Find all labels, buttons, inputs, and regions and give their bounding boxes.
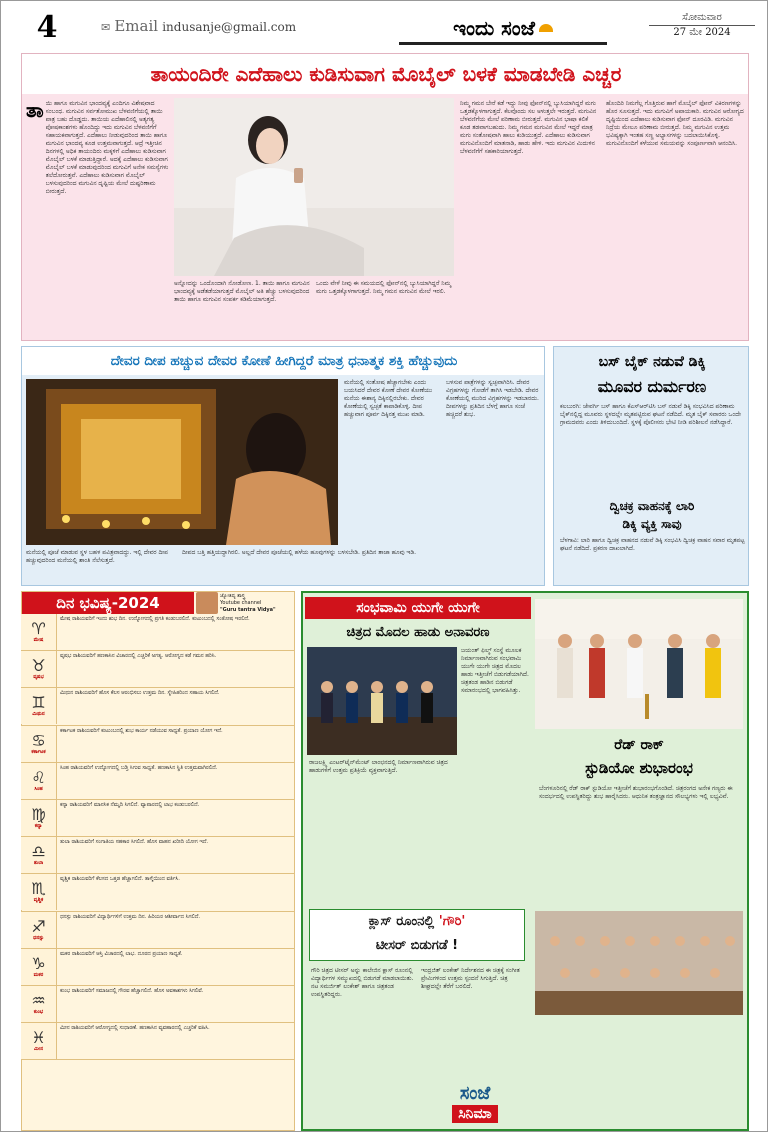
gowri-quote: 'ಗೌರಿ' [438, 914, 466, 929]
horoscope-text: ಮಿಥುನ ರಾಶಿಯವರಿಗೆ ಹೊಸ ಕೆಲಸ ಆರಂಭಿಸಲು ಉತ್ತಮ ದಿನ. ಸ್ನೇಹಿತರಿಂದ ಸಹಾಯ ಸಿಗಲಿದೆ. [60, 690, 220, 697]
studio-headline2: ಸ್ಟುಡಿಯೋ ಶುಭಾರಂಭ [585, 759, 693, 777]
horoscope-row [21, 726, 295, 763]
weekday: ಸೋಮವಾರ [682, 12, 722, 23]
sambhavami-team-photo [307, 647, 457, 755]
horoscope-row [21, 912, 295, 949]
story3-body: ಕಲಬುರಗಿ: ಜೇವರ್ಗಿ ಬಸ್ ಹಾಗೂ ಕೆಎಸ್‌ಆರ್‌ಟಿಸಿ ಬಸ್ ನಡುವೆ ಡಿಕ್ಕಿ ಸಂಭವಿಸಿದ ಪರಿಣಾಮ ಬೈಕ್‌ನಲ್ಲಿದ್ದ ಮೂವರು ಸ್ಥಳದಲ್ಲೇ ಮೃತಪಟ್ಟಿರುವ ಘಟನೆ ನಡೆದಿದೆ. ಮೃತ ಬೈಕ್ ಸವಾರರು ಒಂದೇ ಗ್ರಾಮದವರು ಎಂದು ತಿಳಿದುಬಂದಿದೆ. ಸ್ಥಳಕ್ಕೆ ಪೊಲೀಸರು ಭೇಟಿ ನೀಡಿ ಪರಿಶೀಲನೆ ನಡೆಸಿದ್ದಾರೆ. [560, 403, 741, 426]
cinema-headline1: ಸಂಭವಾಮಿ ಯುಗೇ ಯುಗೇ [305, 597, 531, 619]
story1-col1 [26, 100, 169, 338]
zodiac-icon [21, 837, 57, 873]
zodiac-glyph: ♊ [31, 693, 46, 713]
story3-sub-headline2: ಡಿಕ್ಕಿ ವ್ಯಕ್ತಿ ಸಾವು [622, 516, 682, 531]
zodiac-name: ತುಲಾ [33, 860, 44, 867]
email-label: Email [114, 17, 159, 35]
masthead [1, 1, 768, 51]
zodiac-glyph: ♈ [31, 619, 46, 638]
horoscope-row [21, 874, 295, 911]
horoscope-text: ಮಕರ ರಾಶಿಯವರಿಗೆ ಆಸ್ತಿ ವಿಚಾರದಲ್ಲಿ ಲಾಭ. ದೂರದ ಪ್ರಯಾಣ ಸಾಧ್ಯತೆ. [60, 950, 183, 957]
astrologer-info [220, 593, 294, 614]
date-text: 27 ಮೇ 2024 [649, 25, 755, 40]
story3-sub-headline1: ದ್ವಿಚಕ್ರ ವಾಹನಕ್ಕೆ ಲಾರಿ [609, 498, 695, 513]
zodiac-glyph: ♒ [31, 990, 46, 1010]
horoscope-row [21, 800, 295, 837]
zodiac-name: ಕನ್ಯಾ [34, 822, 43, 829]
gowri-headline [309, 909, 525, 961]
zodiac-glyph: ♍ [31, 804, 46, 824]
story1-col1-text: ಯಿ ಹಾಗೂ ಮಗುವಿನ ಭಾಂದವ್ಯಕ್ಕೆ ಎಂದಿಗೂ ವಿಶೇಷವಾದ ಸಂಬಂಧ. ಮಗುವಿನ ಸರ್ವತೋಮುಖ ಬೆಳವಣಿಗೆಯಲ್ಲಿ ತಾಯಿ ಪಾತ್ರ ಬಹು ದೊಡ್ಡದು. ತಾಯಿಯ ಎದೆಹಾಲಿನಲ್ಲಿ ಅತ್ಯಗತ್ಯ ಪೋಷಕಾಂಶಗಳು ಹೊಂದಿದ್ದು ಇದು ಮಗುವಿನ ಬೆಳವಣಿಗೆಗೆ ಸಹಾಯಕವಾಗುತ್ತದೆ. ಎದೆಹಾಲು ನೀಡುವುದರಿಂದ ತಾಯಿ ಹಾಗೂ ಮಗುವಿನ ಭಾಂದವ್ಯ ಕೂಡ ಉತ್ತಮವಾಗುತ್ತದೆ. ಆದ್ರೆ ಇತ್ತೀಚಿನ ದಿನಗಳಲ್ಲಿ ಅಧಿಕ ತಾಯಂದಿರು ಮಕ್ಕಳಿಗೆ ಎದೆಹಾಲು ಕುಡಿಸುವಾಗ ಮೊಬೈಲ್ ಬಳಕೆ ಮಾಡುತ್ತಿದ್ದಾರೆ. ಅದಕ್ಕೆ ಎದೆಹಾಲು ಕುಡಿಸುವಾಗ ಮೊಬೈಲ್ ಬಳಕೆ ಮಾಡುವುದರಿಂದ ಮಗುವಿಗೆ ಅನೇಕ ಸಮಸ್ಯೆಗಳು ತಲೆದೋರುತ್ತವೆ. ಎದೆಹಾಲು ಕುಡಿಸುವಾಗ ಮೊಬೈಲ್ ಬಳಸುವುದರಿಂದ ಮಗುವಿನ ದೃಷ್ಟಿಯ ಮೇಲೆ ದುಷ್ಪರಿಣಾಮ ಬೀರುತ್ತದೆ. [45, 100, 169, 195]
story1-col3: ನಿಮ್ಮ ಗಮನ ಬೇರೆ ಕಡೆ ಇದ್ದು ನೀವು ಫೋನ್‌ನಲ್ಲಿ ಬ್ಯುಸಿಯಾಗಿದ್ದರೆ ಮಗು ಒತ್ತಡಕ್ಕೊಳಗಾಗುತ್ತದೆ. ಕೆಲವೊಂದು ಸಲ ಅಳುತ್ತಲೇ ಇರುತ್ತದೆ. ಮಗುವಿನ ಬೆಳವಣಿಗೆಯ ಮೇಲೆ ಪರಿಣಾಮ ಬೀರುತ್ತದೆ. ಮಗುವಿನ ಭಾಷಾ ಕಲಿಕೆ ಕೂಡ ತಡವಾಗಬಹುದು. ನಿಮ್ಮ ಗಮನ ಮಗುವಿನ ಮೇಲೆ ಇದ್ದರೆ ಮಾತ್ರ ಮಗು ಸಂತೋಷವಾಗಿ ಹಾಲು ಕುಡಿಯುತ್ತದೆ. ಎದೆಹಾಲು ಕುಡಿಸುವಾಗ ಮಗುವಿನೊಂದಿಗೆ ಮಾತನಾಡಿ, ಹಾಡು ಹೇಳಿ. ಇದು ಮಗುವಿನ ಮಿದುಳಿನ ಬೆಳವಣಿಗೆಗೆ ಸಹಕಾರಿಯಾಗುತ್ತದೆ. [460, 100, 597, 155]
story2-col2: ಬಳಸುವ ಪಾತ್ರೆಗಳನ್ನು ಸ್ವಚ್ಛವಾಗಿರಿಸಿ. ದೇವರ ವಿಗ್ರಹಗಳನ್ನು ಗೋಡೆಗೆ ತಾಗಿಸಿ ಇಡಬೇಡಿ. ದೇವರ ಕೋಣೆಯಲ್ಲಿ ಮುರಿದ ವಿಗ್ರಹಗಳನ್ನು ಇಡಬಾರದು. ದೀಪಗಳನ್ನು ಪ್ರತಿದಿನ ಬೆಳಗ್ಗೆ ಹಾಗೂ ಸಂಜೆ ಹಚ್ಚಿದರೆ ಶುಭ. [446, 379, 539, 418]
logo-sanje: ಸಂಜೆ [459, 1083, 491, 1104]
horoscope-text: ಸಿಂಹ ರಾಶಿಯವರಿಗೆ ಉದ್ಯೋಗದಲ್ಲಿ ಬಡ್ತಿ ಸಿಗುವ ಸಾಧ್ಯತೆ. ಹಣಕಾಸಿನ ಸ್ಥಿತಿ ಉತ್ತಮವಾಗಿರಲಿದೆ. [60, 764, 218, 771]
masthead-logo [399, 13, 607, 45]
gowri-classroom-photo [535, 911, 743, 1015]
lamp-lighting-photo [26, 379, 338, 545]
horoscope-list [21, 614, 295, 1130]
zodiac-icon [21, 651, 57, 687]
zodiac-icon [21, 1023, 57, 1059]
zodiac-name: ಸಿಂಹ [34, 785, 43, 792]
story3-headline2: ಮೂವರ ದುರ್ಮರಣ [597, 377, 707, 396]
horoscope-row [21, 614, 295, 651]
story2-col1: ಮನೆಯಲ್ಲಿ ಸಂತೋಷ ಹೆಚ್ಚಾಗಬೇಕು ಎಂದು ಬಯಸಿದರೆ ದೇವರ ಕೋಣೆ ದೇವರ ಕೋಣೆಯು ಮನೆಯ ಈಶಾನ್ಯ ದಿಕ್ಕಿನಲ್ಲಿರಬೇಕು. ದೇವರ ಕೋಣೆಯಲ್ಲಿ ಸ್ವಚ್ಛತೆ ಕಾಪಾಡಿಕೊಳ್ಳಿ. ದೀಪ ಹಚ್ಚುವಾಗ ಪೂರ್ವ ದಿಕ್ಕಿನತ್ತ ಮುಖ ಮಾಡಿ. [344, 379, 433, 418]
email-row[interactable] [101, 17, 301, 33]
story2-caption-right: ದೀಪದ ಬತ್ತಿ ಹತ್ತಿಯದ್ದಾಗಿರಲಿ. ಅಲ್ಲದೆ ದೇವರ ಪೂಜೆಯಲ್ಲಿ ಹಳೆಯ ಹೂವುಗಳನ್ನು ಬಳಸಬೇಡಿ. ಪ್ರತಿದಿನ ತಾಜಾ ಹೂವು ಇಡಿ. [182, 549, 417, 556]
story2-caption-left: ಮನೆಯಲ್ಲಿ ಪೂಜೆ ಮಾಡುವ ಸ್ಥಳ ಬಹಳ ಪವಿತ್ರವಾದದ್ದು. ಇಲ್ಲಿ ದೇವರ ದೀಪ ಹಚ್ಚುವುದರಿಂದ ಮನೆಯಲ್ಲಿ ಶಾಂತಿ ನೆಲೆಸುತ್ತದೆ. [26, 549, 168, 564]
horoscope-text: ಮೀನ ರಾಶಿಯವರಿಗೆ ಆರೋಗ್ಯದಲ್ಲಿ ಸುಧಾರಣೆ. ಹಣಕಾಸಿನ ವ್ಯವಹಾರದಲ್ಲಿ ಎಚ್ಚರಿಕೆ ವಹಿಸಿ. [60, 1025, 210, 1032]
zodiac-name: ಧನಸ್ಸು [33, 934, 44, 941]
email-icon: ✉ [101, 21, 111, 34]
gowri-body: ಗೌರಿ ಚಿತ್ರದ ಟೀಸರ್ ಅನ್ನು ಕಾಲೇಜಿನ ಕ್ಲಾಸ್ ರೂಂನಲ್ಲಿ ವಿದ್ಯಾರ್ಥಿಗಳ ಸಮ್ಮುಖದಲ್ಲಿ ಬಿಡುಗಡೆ ಮಾಡಲಾಯಿತು. ನಟ ಸಮರ್ಜಿತ್ ಲಂಕೇಶ್ ಹಾಗೂ ಚಿತ್ರತಂಡ ಉಪಸ್ಥಿತರಿದ್ದರು. [311, 967, 414, 998]
zodiac-glyph: ♓ [31, 1028, 46, 1048]
mother-with-phone-photo [174, 98, 454, 276]
horoscope-text: ವೃಷಭ ರಾಶಿಯವರಿಗೆ ಹಣಕಾಸಿನ ವಿಚಾರದಲ್ಲಿ ಎಚ್ಚರಿಕೆ ಅಗತ್ಯ. ಆರೋಗ್ಯದ ಕಡೆ ಗಮನ ಹರಿಸಿ. [60, 653, 217, 660]
cinema-section [301, 591, 749, 1131]
story3-headline1: ಬಸ್ ಬೈಕ್ ನಡುವೆ ಡಿಕ್ಕಿ [598, 354, 706, 370]
horoscope-row [21, 949, 295, 986]
horoscope-text: ಕುಂಭ ರಾಶಿಯವರಿಗೆ ಸಮಾಜದಲ್ಲಿ ಗೌರವ ಹೆಚ್ಚಾಗಲಿದೆ. ಹೊಸ ಅವಕಾಶಗಳು ಸಿಗಲಿವೆ. [60, 987, 204, 994]
pooja-room-story [21, 346, 545, 586]
horoscope-text: ಮೇಷ ರಾಶಿಯವರಿಗೆ ಇಂದು ಶುಭ ದಿನ. ಉದ್ಯೋಗದಲ್ಲಿ ಪ್ರಗತಿ ಕಂಡುಬರಲಿದೆ. ಕುಟುಂಬದಲ್ಲಿ ಸಂತೋಷ ಇರಲಿದೆ. [60, 616, 250, 622]
logo-text: ಇಂದು ಸಂಜೆ [453, 15, 535, 40]
zodiac-glyph: ♑ [31, 953, 46, 973]
masthead-date [649, 11, 755, 41]
gowri-body2: ಇಂದ್ರಜಿತ್ ಲಂಕೇಶ್ ನಿರ್ದೇಶನದ ಈ ಚಿತ್ರಕ್ಕೆ ಸಂಗೀತ ಪ್ರೇಮಿಗಳಿಂದ ಉತ್ತಮ ಸ್ಪಂದನೆ ಸಿಗುತ್ತಿದೆ. ಚಿತ್ರ ಶೀಘ್ರದಲ್ಲೇ ತೆರೆಗೆ ಬರಲಿದೆ. [421, 967, 520, 990]
zodiac-icon [21, 688, 57, 724]
zodiac-name: ಮಕರ [33, 971, 44, 978]
zodiac-icon [21, 912, 57, 948]
zodiac-icon [21, 874, 57, 910]
horoscope-row [21, 763, 295, 800]
zodiac-name: ಕುಂಭ [33, 1008, 44, 1015]
zodiac-name: ವೃಷಭ [33, 674, 44, 681]
horoscope-row [21, 688, 295, 725]
page-number: 4 [36, 11, 58, 43]
studio-body: ಬೆಂಗಳೂರಿನಲ್ಲಿ ರೆಡ್ ರಾಕ್ ಸ್ಟುಡಿಯೋ ಇತ್ತೀಚೆಗೆ ಶುಭಾರಂಭಗೊಂಡಿದೆ. ಚಿತ್ರರಂಗದ ಅನೇಕ ಗಣ್ಯರು ಈ ಸಂದರ್ಭದಲ್ಲಿ ಉಪಸ್ಥಿತರಿದ್ದು ಶುಭ ಹಾರೈಸಿದರು. ಆಧುನಿಕ ತಂತ್ರಜ್ಞಾನದ ಸೌಲಭ್ಯಗಳು ಇಲ್ಲಿ ಲಭ್ಯವಿವೆ. [539, 785, 733, 800]
horoscope-text: ಕನ್ಯಾ ರಾಶಿಯವರಿಗೆ ಮಾನಸಿಕ ನೆಮ್ಮದಿ ಸಿಗಲಿದೆ. ವ್ಯಾಪಾರದಲ್ಲಿ ಲಾಭ ಕಂಡುಬರಲಿದೆ. [60, 801, 200, 808]
horoscope-text: ಧನಸ್ಸು ರಾಶಿಯವರಿಗೆ ವಿದ್ಯಾರ್ಥಿಗಳಿಗೆ ಉತ್ತಮ ದಿನ. ಹಿರಿಯರ ಆಶೀರ್ವಾದ ಸಿಗಲಿದೆ. [60, 913, 201, 920]
horoscope-text: ವೃಶ್ಚಿಕ ರಾಶಿಯವರಿಗೆ ಕೆಲಸದ ಒತ್ತಡ ಹೆಚ್ಚಾಗಲಿದೆ. ತಾಳ್ಮೆಯಿಂದ ವರ್ತಿಸಿ. [60, 876, 180, 883]
story1-caption-a: ಅನ್ನೋದನ್ನು ಒಂದೊಂದಾಗಿ ನೋಡೋಣ. 1. ತಾಯಿ ಹಾಗೂ ಮಗುವಿನ ಭಾಂದವ್ಯಕ್ಕೆ ಅಡೆತಡೆಯಾಗುತ್ತದೆ ಮೊಬೈಲ್ ಅತಿ ಹೆಚ್ಚು ಬಳಸುವುದರಿಂದ ತಾಯಿ ಹಾಗೂ ಮಗುವಿನ ಸಂಪರ್ಕ ಕಡಿಮೆಯಾಗುತ್ತದೆ. [174, 280, 310, 303]
sambhavami-caption: ರಾಜಲಕ್ಷ್ಮಿ ಎಂಟರ್‌ಟೈನ್‌ಮೆಂಟ್ ಲಾಂಛನದಲ್ಲಿ ನಿರ್ಮಾಣವಾಗಿರುವ ಚಿತ್ರದ ಹಾಡುಗಳಿಗೆ ಉತ್ತಮ ಪ್ರತಿಕ್ರಿಯೆ ವ್ಯಕ್ತವಾಗುತ್ತಿದೆ. [309, 759, 448, 774]
horoscope-text: ತುಲಾ ರಾಶಿಯವರಿಗೆ ಸಂಗಾತಿಯ ಸಹಕಾರ ಸಿಗಲಿದೆ. ಹೊಸ ವಾಹನ ಖರೀದಿ ಯೋಗ ಇದೆ. [60, 839, 209, 846]
zodiac-glyph: ♏ [31, 879, 46, 899]
zodiac-glyph: ♋ [31, 730, 46, 750]
horoscope-title: ದಿನ ಭವಿಷ್ಯ-2024 [22, 592, 194, 614]
zodiac-name: ಮೇಷ [33, 637, 44, 643]
horoscope-row [21, 986, 295, 1023]
astrologer-line2: Youtube channel [220, 600, 262, 606]
logo-cinema: ಸಿನಿಮಾ [452, 1105, 497, 1123]
story1-col4: ಹೊಂದಿರಿ ನಿಮಗೆಲ್ಲ ಗೊತ್ತಿರುವ ಹಾಗೆ ಮೊಬೈಲ್ ಫೋನ್ ವಿಕಿರಣಗಳನ್ನು ಹೊರ ಸೂಸುತ್ತದೆ. ಇದು ಮಗುವಿಗೆ ಅಪಾಯಕಾರಿ. ಮಗುವಿನ ಆರೋಗ್ಯದ ದೃಷ್ಟಿಯಿಂದ ಎದೆಹಾಲು ಕುಡಿಸುವಾಗ ಫೋನ್ ದೂರವಿಡಿ. ಮಗುವಿನ ನಿದ್ರೆಯ ಮೇಲೂ ಪರಿಣಾಮ ಬೀರುತ್ತದೆ. ನಿಮ್ಮ ಮಗುವಿನ ಉತ್ತಮ ಭವಿಷ್ಯಕ್ಕಾಗಿ ಇಂತಹ ಸಣ್ಣ ಅಭ್ಯಾಸಗಳನ್ನು ಬದಲಾಯಿಸಿಕೊಳ್ಳಿ. ಮಗುವಿನೊಂದಿಗೆ ಕಳೆಯುವ ಸಮಯವನ್ನು ಸಂಪೂರ್ಣವಾಗಿ ಆನಂದಿಸಿ. [606, 100, 744, 147]
zodiac-name: ವೃಶ್ಚಿಕ [33, 897, 44, 904]
sambhavami-story [305, 595, 531, 905]
horoscope-text: ಕರ್ಕಾಟಕ ರಾಶಿಯವರಿಗೆ ಕುಟುಂಬದಲ್ಲಿ ಶುಭ ಕಾರ್ಯ ನಡೆಯುವ ಸಾಧ್ಯತೆ. ಪ್ರಯಾಣ ಯೋಗ ಇದೆ. [60, 727, 223, 734]
accident-story [553, 346, 749, 586]
gowri-head1: ಕ್ಲಾಸ್ ರೂಂನಲ್ಲಿ [368, 914, 435, 929]
cinema-headline2: ಚಿತ್ರದ ಮೊದಲ ಹಾಡು ಅನಾವರಣ [346, 624, 490, 640]
red-rock-launch-photo [535, 599, 743, 729]
story1-dropcap: ತಾ [26, 98, 44, 122]
zodiac-name: ಕರ್ಕಾಟಕ [31, 748, 46, 755]
gowri-head2: ಟೀಸರ್ ಬಿಡುಗಡೆ ! [375, 938, 459, 953]
breastfeeding-story [21, 53, 749, 341]
zodiac-icon [21, 986, 57, 1022]
zodiac-icon [21, 614, 57, 650]
zodiac-name: ಮೀನ [33, 1046, 43, 1053]
zodiac-glyph: ♉ [31, 656, 46, 676]
story2-headline: ದೇವರ ದೀಪ ಹಚ್ಚುವ ದೇವರ ಕೋಣೆ ಹೀಗಿದ್ದರೆ ಮಾತ್ರ ಧನಾತ್ಮಕ ಶಕ್ತಿ ಹೆಚ್ಚುವುದು [22, 347, 545, 375]
story3-sub-body: ಬೆಳಗಾವಿ: ಲಾರಿ ಹಾಗೂ ದ್ವಿಚಕ್ರ ವಾಹನದ ನಡುವೆ ಡಿಕ್ಕಿ ಸಂಭವಿಸಿ ದ್ವಿಚಕ್ರ ವಾಹನ ಸವಾರ ಮೃತಪಟ್ಟ ಘಟನೆ ನಡೆದಿದೆ. ಪ್ರಕರಣ ದಾಖಲಾಗಿದೆ. [560, 537, 745, 552]
zodiac-icon [21, 763, 57, 799]
sanje-cinema-logo [423, 1081, 527, 1125]
zodiac-icon [21, 800, 57, 836]
horoscope-row [21, 651, 295, 688]
zodiac-glyph: ♎ [31, 842, 46, 862]
logo-sun-icon [539, 24, 553, 32]
astrologer-avatar [196, 592, 218, 614]
sambhavami-body: ಜಯಂತ್ ಫಿಲ್ಮ್ ಸಂಸ್ಥೆ ಮೂಲಕ ನಿರ್ಮಾಣವಾಗಿರುವ ಸಂಭವಾಮಿ ಯುಗೇ ಯುಗೇ ಚಿತ್ರದ ಮೊದಲ ಹಾಡು ಇತ್ತೀಚೆಗೆ ಬಿಡುಗಡೆಯಾಗಿದೆ. ಚಿತ್ರತಂಡ ಹಾಡಿನ ಬಿಡುಗಡೆ ಸಮಾರಂಭದಲ್ಲಿ ಭಾಗವಹಿಸಿತ್ತು. [461, 647, 529, 694]
zodiac-glyph: ♐ [31, 916, 46, 936]
email-address: indusanje@gmail.com [162, 20, 297, 34]
story1-headline: ತಾಯಂದಿರೇ ಎದೆಹಾಲು ಕುಡಿಸುವಾಗ ಮೊಬೈಲ್ ಬಳಕೆ ಮಾಡಬೇಡಿ ಎಚ್ಚರ [22, 54, 749, 94]
horoscope-row [21, 837, 295, 874]
zodiac-glyph: ♌ [31, 767, 46, 787]
zodiac-icon [21, 949, 57, 985]
studio-headline1: ರೆಡ್ ರಾಕ್ [614, 737, 664, 753]
astrologer-line3: "Guru tantra Vidya" [220, 607, 276, 613]
zodiac-name: ಮಿಥುನ [32, 711, 45, 718]
story1-caption-b: ಒಂದು ವೇಳೆ ನೀವು ಈ ಸಮಯದಲ್ಲಿ ಫೋನ್‌ನಲ್ಲಿ ಬ್ಯುಸಿಯಾಗಿದ್ದರೆ ನಿಮ್ಮ ಮಗು ಒತ್ತಡಕ್ಕೊಳಗಾಗುತ್ತದೆ. ನಿಮ್ಮ ಗಮನ ಮಗುವಿನ ಮೇಲೆ ಇರಲಿ. [316, 280, 452, 295]
astrologer-line1: ಜ್ಯೋತಿಷ್ಯ ಶಾಸ್ತ್ರ [220, 593, 245, 599]
zodiac-icon [21, 726, 57, 762]
horoscope-row [21, 1023, 295, 1060]
